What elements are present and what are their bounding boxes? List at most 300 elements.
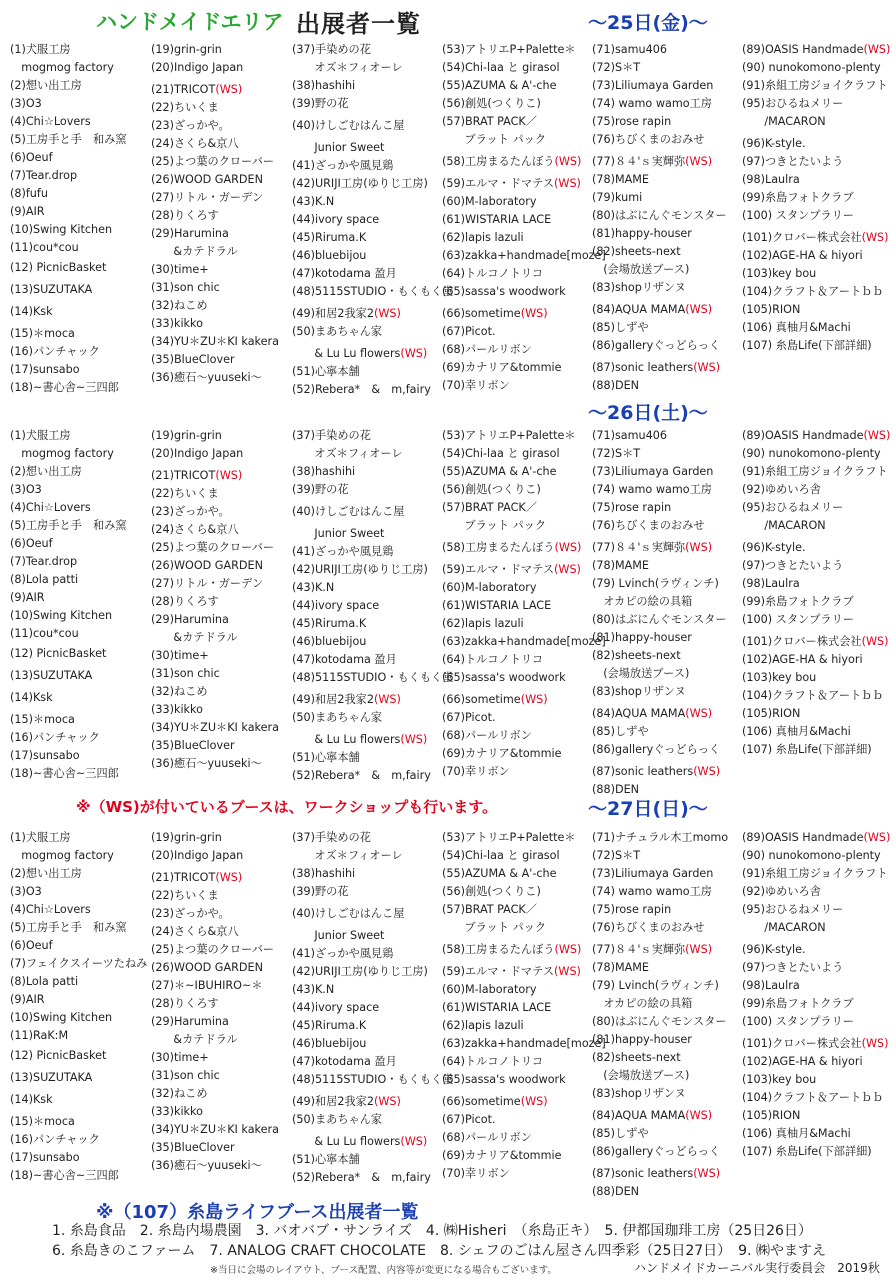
exhibitor-name: (13)SUZUTAKA bbox=[10, 283, 93, 296]
exhibitor-name: (47)kotodama 盈月 bbox=[292, 267, 397, 280]
exhibitor-item bbox=[10, 96, 42, 111]
exhibitor-name: (28)りくろす bbox=[151, 997, 219, 1010]
exhibitor-name: (99)糸島フォトクラブ bbox=[742, 595, 854, 608]
exhibitor-name: (43)K.N bbox=[292, 983, 335, 996]
exhibitor-item bbox=[151, 1068, 220, 1083]
exhibitor-item bbox=[151, 316, 203, 331]
exhibitor-name: /MACARON bbox=[742, 519, 826, 532]
exhibitor-item bbox=[151, 446, 243, 461]
exhibitor-name: (3)O3 bbox=[10, 97, 42, 110]
exhibitor-item bbox=[592, 262, 689, 277]
exhibitor-name: (25)よつ葉のクローバー bbox=[151, 541, 275, 554]
exhibitor-name: (26)WOOD GARDEN bbox=[151, 559, 263, 572]
exhibitor-item bbox=[151, 334, 279, 349]
exhibitor-name: (54)Chi-laa と girasol bbox=[442, 447, 560, 460]
exhibitor-item bbox=[442, 464, 557, 479]
exhibitor-name: (6)Oeuf bbox=[10, 537, 53, 550]
exhibitor-item bbox=[151, 1086, 208, 1101]
exhibitor-name: mogmog factory bbox=[10, 61, 114, 74]
exhibitor-name: (22)ちいくま bbox=[151, 889, 219, 902]
exhibitor-item bbox=[442, 212, 551, 227]
exhibitor-name: (81)happy-houser bbox=[592, 227, 692, 240]
exhibitor-item bbox=[292, 60, 403, 75]
exhibitor-name: (57)BRAT PACK／ bbox=[442, 115, 537, 128]
exhibitor-item bbox=[292, 464, 355, 479]
exhibitor-item bbox=[742, 518, 826, 533]
exhibitor-name: (3)O3 bbox=[10, 885, 42, 898]
exhibitor-name: (96)K-style. bbox=[742, 137, 806, 150]
workshop-badge: (WS) bbox=[520, 1095, 548, 1108]
exhibitor-item bbox=[292, 306, 401, 321]
exhibitor-item bbox=[742, 724, 851, 739]
exhibitor-item bbox=[10, 60, 114, 75]
exhibitor-item bbox=[10, 500, 91, 515]
exhibitor-name: (4)Chi☆Lovers bbox=[10, 501, 91, 514]
exhibitor-name: (31)son chic bbox=[151, 1069, 220, 1082]
exhibitor-item bbox=[10, 168, 77, 183]
day-heading-27: ～27日(日)～ bbox=[588, 798, 708, 820]
exhibitor-name: (28)りくろす bbox=[151, 209, 219, 222]
exhibitor-item bbox=[742, 996, 854, 1011]
exhibitor-name: (12) PicnicBasket bbox=[10, 1049, 107, 1062]
exhibitor-name: (51)心寧本舗 bbox=[292, 751, 360, 764]
exhibitor-name: (35)BlueClover bbox=[151, 739, 235, 752]
exhibitor-item bbox=[442, 518, 546, 533]
exhibitor-name: (50)まあちゃん家 bbox=[292, 1113, 383, 1126]
exhibitor-item bbox=[151, 244, 238, 259]
exhibitor-name: (106) 真柚月&Machi bbox=[742, 321, 851, 334]
exhibitor-item bbox=[10, 186, 48, 201]
exhibitor-name: (75)rose rapin bbox=[592, 903, 672, 916]
exhibitor-item bbox=[592, 902, 671, 917]
exhibitor-item bbox=[151, 720, 279, 735]
exhibitor-item bbox=[151, 1104, 203, 1119]
exhibitor-item bbox=[442, 1018, 524, 1033]
exhibitor-name: (50)まあちゃん家 bbox=[292, 325, 383, 338]
exhibitor-name: (5)工房手と手 和み窯 bbox=[10, 133, 127, 146]
exhibitor-item bbox=[742, 1072, 816, 1087]
exhibitor-item bbox=[10, 974, 78, 989]
exhibitor-name: (36)癒石～yuuseki～ bbox=[151, 757, 262, 770]
exhibitor-name: (67)Picot. bbox=[442, 1113, 496, 1126]
itoshima-life-line-1: 1. 糸島食品 2. 糸島内場農園 3. バオバブ・サンライズ 4. ㈱Hisheri （糸島正キ） 5. 伊都国珈琲工房（25日26日） bbox=[52, 1223, 812, 1239]
exhibitor-name: (40)けしごむはんこ屋 bbox=[292, 907, 405, 920]
exhibitor-item bbox=[151, 280, 220, 295]
exhibitor-name: (107) 糸島Life(下部詳細) bbox=[742, 743, 872, 756]
exhibitor-item bbox=[442, 920, 546, 935]
exhibitor-name: (6)Oeuf bbox=[10, 151, 53, 164]
exhibitor-name: (40)けしごむはんこ屋 bbox=[292, 119, 405, 132]
exhibitor-item bbox=[442, 634, 606, 649]
exhibitor-item bbox=[151, 594, 219, 609]
exhibitor-item bbox=[292, 982, 334, 997]
exhibitor-item bbox=[151, 960, 263, 975]
exhibitor-item bbox=[442, 360, 561, 375]
exhibitor-item bbox=[292, 194, 334, 209]
exhibitor-item bbox=[442, 284, 566, 299]
exhibitor-name: (71)samu406 bbox=[592, 429, 667, 442]
exhibitor-name: /MACARON bbox=[742, 115, 826, 128]
exhibitor-name: (70)幸リボン bbox=[442, 379, 510, 392]
exhibitor-name: (19)grin-grin bbox=[151, 429, 222, 442]
exhibitor-name: (73)Liliumaya Garden bbox=[592, 465, 714, 478]
exhibitor-item bbox=[292, 768, 431, 783]
exhibitor-item bbox=[742, 338, 872, 353]
exhibitor-item bbox=[292, 1170, 431, 1185]
exhibitor-item bbox=[742, 320, 851, 335]
workshop-badge: (WS) bbox=[215, 469, 243, 482]
exhibitor-name: (22)ちいくま bbox=[151, 101, 219, 114]
area-title: ハンドメイドエリア bbox=[96, 10, 284, 34]
exhibitor-item bbox=[10, 1114, 75, 1129]
exhibitor-name: (105)RION bbox=[742, 1109, 801, 1122]
exhibitor-name: オカピの絵の具箱 bbox=[592, 997, 693, 1010]
exhibitor-name: (65)sassa's woodwork bbox=[442, 285, 566, 298]
exhibitor-name: (46)bluebijou bbox=[292, 249, 367, 262]
exhibitor-name: (82)sheets-next bbox=[592, 245, 681, 258]
exhibitor-item bbox=[292, 324, 382, 339]
exhibitor-item bbox=[592, 594, 692, 609]
exhibitor-item bbox=[10, 730, 100, 745]
exhibitor-name: (6)Oeuf bbox=[10, 939, 53, 952]
exhibitor-name: (11)cou*cou bbox=[10, 241, 79, 254]
exhibitor-item bbox=[742, 302, 800, 317]
workshop-badge: (WS) bbox=[861, 1037, 889, 1050]
exhibitor-name: (11)cou*cou bbox=[10, 627, 79, 640]
exhibitor-name: (49)和居2我家2 bbox=[292, 1095, 374, 1108]
exhibitor-name: (9)AIR bbox=[10, 205, 45, 218]
exhibitor-name: (59)エルマ・ドマテス bbox=[442, 177, 555, 190]
exhibitor-item bbox=[10, 344, 100, 359]
exhibitor-item bbox=[292, 284, 453, 299]
exhibitor-name: (8)Lola patti bbox=[10, 573, 79, 586]
exhibitor-name: (14)Ksk bbox=[10, 305, 53, 318]
exhibitor-name: (70)幸リボン bbox=[442, 765, 510, 778]
exhibitor-name: (82)sheets-next bbox=[592, 1051, 681, 1064]
exhibitor-item bbox=[592, 782, 639, 797]
exhibitor-name: (65)sassa's woodwork bbox=[442, 671, 566, 684]
exhibitor-item bbox=[442, 114, 537, 129]
exhibitor-name: (95)おひるねメリー bbox=[742, 501, 844, 514]
exhibitor-name: Junior Sweet bbox=[292, 527, 385, 540]
exhibitor-item bbox=[592, 848, 640, 863]
workshop-badge: (WS) bbox=[863, 43, 891, 56]
exhibitor-item bbox=[442, 1112, 496, 1127]
exhibitor-item bbox=[292, 1094, 401, 1109]
exhibitor-item bbox=[742, 1144, 872, 1159]
exhibitor-item bbox=[151, 1050, 209, 1065]
exhibitor-name: (48)5115STUDIO・もくもく堂 bbox=[292, 671, 454, 684]
exhibitor-name: (4)Chi☆Lovers bbox=[10, 115, 91, 128]
exhibitor-name: (63)zakka+handmade[moze] bbox=[442, 249, 606, 262]
exhibitor-item bbox=[10, 1092, 53, 1107]
exhibitor-name: (12) PicnicBasket bbox=[10, 647, 107, 660]
exhibitor-name: (76)ちびくまのおみせ bbox=[592, 921, 705, 934]
exhibitor-name: (53)アトリエP+Palette＊ bbox=[442, 831, 576, 844]
exhibitor-name: (32)ねこめ bbox=[151, 1087, 208, 1100]
exhibitor-item bbox=[151, 888, 219, 903]
exhibitor-name: (90) nunokomono-plenty bbox=[742, 849, 881, 862]
exhibitor-item bbox=[10, 1150, 80, 1165]
exhibitor-item bbox=[592, 280, 686, 295]
exhibitor-item bbox=[742, 248, 863, 263]
exhibitor-name: (会場放送ブース) bbox=[592, 263, 690, 276]
exhibitor-item bbox=[292, 562, 428, 577]
exhibitor-name: (49)和居2我家2 bbox=[292, 307, 374, 320]
exhibitor-name: (79) Lvinch(ラヴィンチ) bbox=[592, 577, 719, 590]
exhibitor-item bbox=[592, 648, 681, 663]
exhibitor-item bbox=[592, 96, 712, 111]
exhibitor-item bbox=[442, 1072, 566, 1087]
exhibitor-item bbox=[151, 756, 262, 771]
exhibitor-item bbox=[292, 230, 366, 245]
exhibitor-item bbox=[442, 830, 576, 845]
exhibitor-item bbox=[742, 42, 890, 57]
exhibitor-item bbox=[292, 526, 384, 541]
exhibitor-item bbox=[10, 1168, 119, 1183]
exhibitor-item bbox=[292, 732, 427, 747]
exhibitor-item bbox=[592, 684, 686, 699]
exhibitor-item bbox=[292, 42, 371, 57]
exhibitor-item bbox=[442, 652, 543, 667]
exhibitor-item bbox=[592, 320, 649, 335]
workshop-badge: (WS) bbox=[520, 693, 548, 706]
workshop-badge: (WS) bbox=[554, 541, 582, 554]
exhibitor-name: (106) 真柚月&Machi bbox=[742, 725, 851, 738]
exhibitor-name: (50)まあちゃん家 bbox=[292, 711, 383, 724]
exhibitor-item bbox=[10, 712, 75, 727]
exhibitor-name: (20)Indigo Japan bbox=[151, 61, 244, 74]
exhibitor-item bbox=[442, 764, 510, 779]
page-title: 出展者一覧 bbox=[296, 10, 421, 38]
exhibitor-item bbox=[592, 132, 704, 147]
workshop-badge: (WS) bbox=[685, 707, 713, 720]
exhibitor-name: (85)しずや bbox=[592, 725, 649, 738]
exhibitor-item bbox=[151, 190, 263, 205]
exhibitor-name: (23)ざっかや。 bbox=[151, 907, 230, 920]
exhibitor-name: (41)ざっかや風見鶏 bbox=[292, 159, 394, 172]
exhibitor-item bbox=[292, 176, 428, 191]
exhibitor-name: (85)しずや bbox=[592, 321, 649, 334]
exhibitor-name: (62)lapis lazuli bbox=[442, 231, 524, 244]
exhibitor-item bbox=[10, 668, 92, 683]
exhibitor-name: (28)りくろす bbox=[151, 595, 219, 608]
exhibitor-item bbox=[292, 1018, 366, 1033]
exhibitor-name: (74) wamo wamo工房 bbox=[592, 885, 712, 898]
footer-note: ※当日に会場のレイアウト、ブース配置、内容等が変更になる場合もございます。 bbox=[210, 1265, 557, 1276]
exhibitor-item bbox=[442, 324, 496, 339]
workshop-badge: (WS) bbox=[400, 1135, 428, 1148]
exhibitor-item bbox=[742, 688, 884, 703]
exhibitor-name: (69)カナリア&tommie bbox=[442, 747, 562, 760]
exhibitor-item bbox=[292, 1054, 397, 1069]
exhibitor-item bbox=[151, 558, 263, 573]
exhibitor-item bbox=[592, 464, 713, 479]
exhibitor-name: (21)TRICOT bbox=[151, 469, 216, 482]
exhibitor-item bbox=[742, 136, 806, 151]
exhibitor-item bbox=[442, 710, 496, 725]
exhibitor-name: (78)MAME bbox=[592, 961, 649, 974]
exhibitor-name: (27)リトル・ガーデン bbox=[151, 191, 264, 204]
exhibitor-item bbox=[442, 342, 532, 357]
exhibitor-name: (86)galleryぐっどらっく bbox=[592, 339, 721, 352]
exhibitor-name: (55)AZUMA & A'-che bbox=[442, 79, 557, 92]
exhibitor-item bbox=[292, 848, 403, 863]
exhibitor-item bbox=[442, 692, 548, 707]
exhibitor-name: (26)WOOD GARDEN bbox=[151, 173, 263, 186]
exhibitor-name: (95)おひるねメリー bbox=[742, 97, 844, 110]
exhibitor-item bbox=[442, 378, 510, 393]
exhibitor-name: (83)shopリザンヌ bbox=[592, 1087, 686, 1100]
exhibitor-item bbox=[592, 1108, 712, 1123]
exhibitor-name: /MACARON bbox=[742, 921, 826, 934]
exhibitor-name: (71)ナチュラル木工momo bbox=[592, 831, 729, 844]
exhibitor-item bbox=[592, 996, 692, 1011]
day-heading-25: ～25日(金)～ bbox=[588, 12, 708, 34]
exhibitor-item bbox=[742, 742, 872, 757]
exhibitor-item bbox=[10, 326, 75, 341]
exhibitor-item bbox=[592, 154, 712, 169]
exhibitor-item bbox=[592, 1068, 689, 1083]
exhibitor-name: (8)Lola patti bbox=[10, 975, 79, 988]
exhibitor-item bbox=[292, 346, 427, 361]
exhibitor-item bbox=[10, 282, 92, 297]
exhibitor-name: (46)bluebijou bbox=[292, 1037, 367, 1050]
exhibitor-name: (20)Indigo Japan bbox=[151, 849, 244, 862]
exhibitor-name: (58)工房まるたんぼう bbox=[442, 155, 555, 168]
exhibitor-name: (97)つきとたいよう bbox=[742, 559, 844, 572]
exhibitor-item bbox=[151, 576, 263, 591]
exhibitor-name: (19)grin-grin bbox=[151, 831, 222, 844]
exhibitor-item bbox=[442, 500, 537, 515]
exhibitor-item bbox=[742, 960, 843, 975]
exhibitor-name: (85)しずや bbox=[592, 1127, 649, 1140]
exhibitor-item bbox=[592, 78, 713, 93]
exhibitor-item bbox=[442, 132, 546, 147]
exhibitor-name: (17)sunsabo bbox=[10, 1151, 80, 1164]
exhibitor-name: (57)BRAT PACK／ bbox=[442, 501, 537, 514]
exhibitor-name: (69)カナリア&tommie bbox=[442, 1149, 562, 1162]
workshop-badge: (WS) bbox=[554, 155, 582, 168]
exhibitor-item bbox=[742, 60, 881, 75]
exhibitor-name: (59)エルマ・ドマテス bbox=[442, 563, 555, 576]
exhibitor-item bbox=[592, 500, 671, 515]
exhibitor-name: (78)MAME bbox=[592, 173, 649, 186]
exhibitor-item bbox=[10, 848, 114, 863]
exhibitor-name: (12) PicnicBasket bbox=[10, 261, 107, 274]
exhibitor-item bbox=[442, 982, 536, 997]
exhibitor-name: (104)クラフト＆アートｂｂ bbox=[742, 1091, 884, 1104]
exhibitor-name: (75)rose rapin bbox=[592, 501, 672, 514]
exhibitor-item bbox=[151, 82, 242, 97]
exhibitor-item bbox=[592, 60, 640, 75]
exhibitor-name: (48)5115STUDIO・もくもく堂 bbox=[292, 1073, 454, 1086]
exhibitor-name: (100) スタンプラリー bbox=[742, 1015, 854, 1028]
exhibitor-item bbox=[10, 240, 79, 255]
exhibitor-name: (62)lapis lazuli bbox=[442, 1019, 524, 1032]
exhibitor-name: (31)son chic bbox=[151, 667, 220, 680]
exhibitor-name: (83)shopリザンヌ bbox=[592, 281, 686, 294]
exhibitor-item bbox=[292, 866, 355, 881]
exhibitor-item bbox=[742, 1126, 851, 1141]
exhibitor-name: (86)galleryぐっどらっく bbox=[592, 1145, 721, 1158]
exhibitor-name: (82)sheets-next bbox=[592, 649, 681, 662]
exhibitor-item bbox=[10, 590, 45, 605]
exhibitor-item bbox=[10, 464, 82, 479]
exhibitor-name: (88)DEN bbox=[592, 783, 640, 796]
exhibitor-item bbox=[151, 702, 203, 717]
exhibitor-name: (4)Chi☆Lovers bbox=[10, 903, 91, 916]
exhibitor-item bbox=[442, 306, 548, 321]
exhibitor-item bbox=[592, 884, 712, 899]
exhibitor-name: (45)Riruma.K bbox=[292, 617, 367, 630]
exhibitor-name: (30)time+ bbox=[151, 649, 209, 662]
exhibitor-item bbox=[292, 634, 366, 649]
exhibitor-item bbox=[592, 302, 712, 317]
exhibitor-item bbox=[442, 230, 524, 245]
exhibitor-name: オズ＊フィオーレ bbox=[292, 849, 403, 862]
exhibitor-item bbox=[442, 540, 581, 555]
exhibitor-name: (44)ivory space bbox=[292, 1001, 380, 1014]
exhibitor-name: (1)犬服工房 bbox=[10, 43, 71, 56]
exhibitor-name: (27)リトル・ガーデン bbox=[151, 577, 264, 590]
exhibitor-name: (9)AIR bbox=[10, 993, 45, 1006]
exhibitor-name: (51)心寧本舗 bbox=[292, 365, 360, 378]
exhibitor-item bbox=[10, 1048, 106, 1063]
exhibitor-name: (34)YU＊ZU＊KI kakera bbox=[151, 1123, 279, 1136]
itoshima-life-title: ※（107）糸島ライフブース出展者一覧 bbox=[96, 1202, 419, 1223]
exhibitor-item bbox=[742, 884, 821, 899]
exhibitor-name: (42)URIJI工房(ゆりじ工房) bbox=[292, 563, 428, 576]
exhibitor-name: (7)フェイクスイーツたねみ bbox=[10, 957, 148, 970]
exhibitor-name: (66)sometime bbox=[442, 307, 521, 320]
exhibitor-name: mogmog factory bbox=[10, 849, 114, 862]
exhibitor-item bbox=[742, 428, 890, 443]
exhibitor-name: (16)パンチャック bbox=[10, 731, 100, 744]
exhibitor-name: (96)K-style. bbox=[742, 943, 806, 956]
exhibitor-name: (20)Indigo Japan bbox=[151, 447, 244, 460]
exhibitor-name: (68)パールリボン bbox=[442, 729, 532, 742]
exhibitor-name: mogmog factory bbox=[10, 447, 114, 460]
workshop-badge: (WS) bbox=[693, 1167, 721, 1180]
exhibitor-item bbox=[742, 576, 800, 591]
exhibitor-name: (63)zakka+handmade[moze] bbox=[442, 635, 606, 648]
exhibitor-name: (74) wamo wamo工房 bbox=[592, 483, 712, 496]
exhibitor-item bbox=[151, 848, 243, 863]
workshop-badge: (WS) bbox=[685, 541, 713, 554]
exhibitor-name: (52)Rebera* & m,fairy bbox=[292, 769, 431, 782]
exhibitor-name: (45)Riruma.K bbox=[292, 231, 367, 244]
exhibitor-item bbox=[742, 446, 881, 461]
exhibitor-item bbox=[151, 370, 262, 385]
exhibitor-item bbox=[592, 482, 712, 497]
workshop-badge: (WS) bbox=[861, 635, 889, 648]
exhibitor-item bbox=[592, 558, 649, 573]
exhibitor-item bbox=[592, 190, 642, 205]
exhibitor-name: (91)糸組工房ジョイクラフト bbox=[742, 79, 888, 92]
exhibitor-item bbox=[151, 612, 229, 627]
exhibitor-name: (72)S＊T bbox=[592, 447, 641, 460]
exhibitor-name: (35)BlueClover bbox=[151, 1141, 235, 1154]
exhibitor-item bbox=[442, 428, 576, 443]
exhibitor-name: (11)RaK:M bbox=[10, 1029, 69, 1042]
exhibitor-item bbox=[742, 1036, 889, 1051]
exhibitor-item bbox=[10, 902, 91, 917]
exhibitor-name: (32)ねこめ bbox=[151, 685, 208, 698]
exhibitor-item bbox=[292, 1152, 360, 1167]
exhibitor-name: (49)和居2我家2 bbox=[292, 693, 374, 706]
exhibitor-name: (103)key bou bbox=[742, 1073, 817, 1086]
